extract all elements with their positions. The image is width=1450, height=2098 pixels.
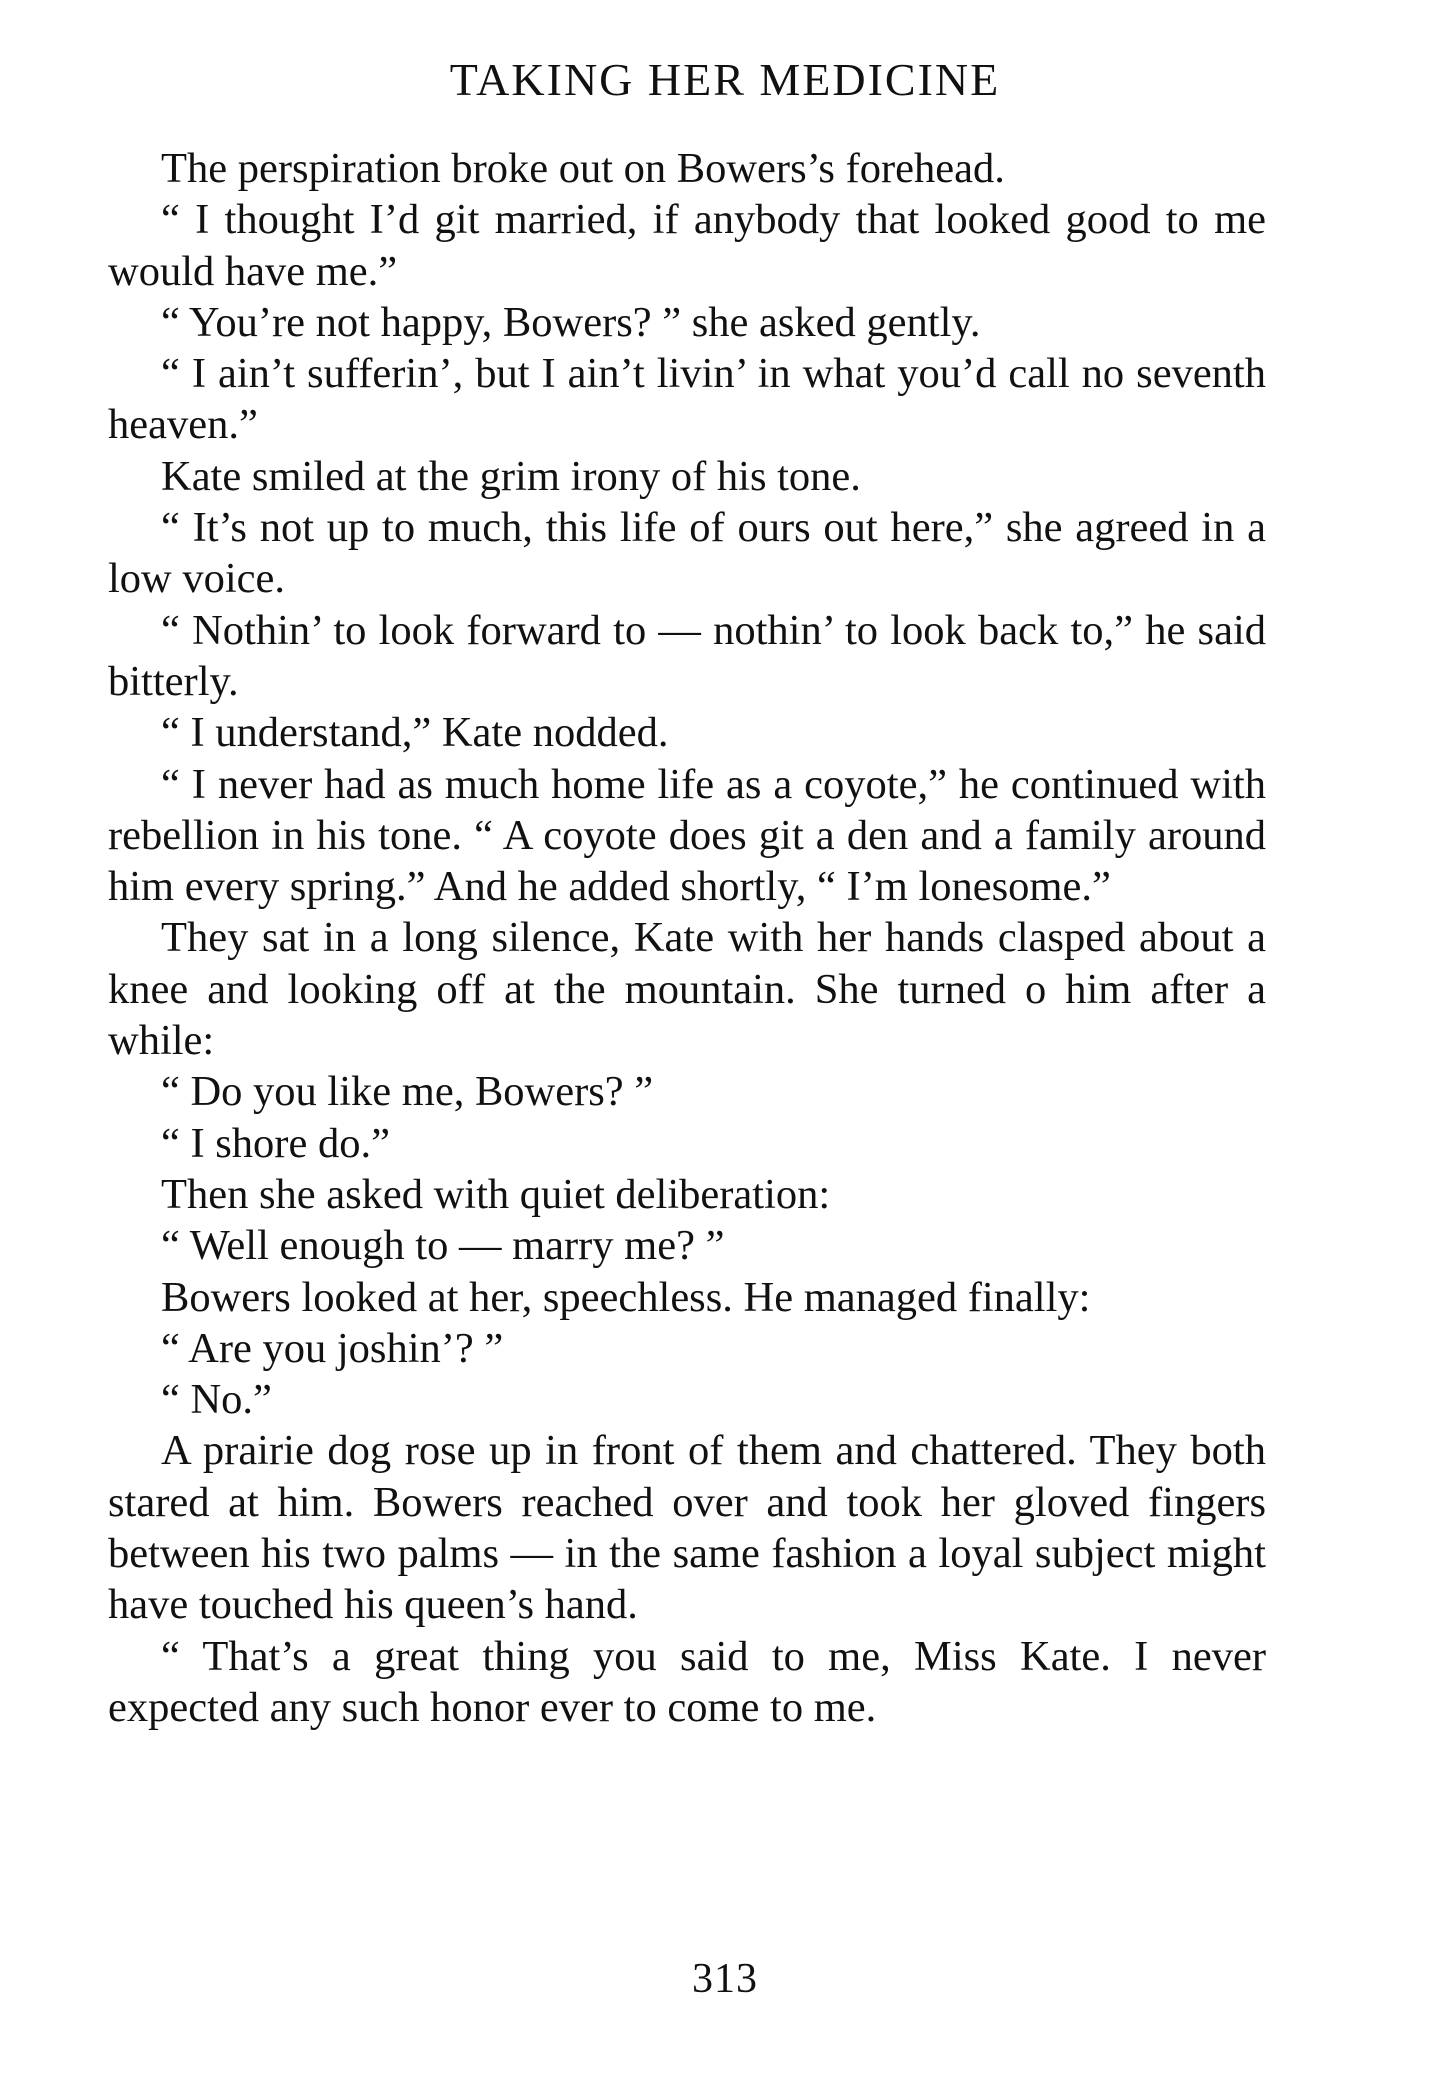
paragraph: Kate smiled at the grim irony of his tone. — [161, 452, 861, 500]
paragraph: The perspiration broke out on Bowers’s forehead. — [161, 145, 1005, 192]
paragraph: “ You’re not happy, Bowers? ” she asked gently. — [161, 298, 981, 346]
paragraph: Bowers looked at her, speechless. He managed finally: — [161, 1273, 1091, 1321]
paragraph: “ It’s not up to much, this life of ours out here,” she agreed in a low voice. — [108, 504, 1266, 603]
body-text — [108, 143, 1266, 1733]
paragraph: A prairie dog rose up in front of them and chattered. They both stared at him. Bowers reached over and took her gloved fingers between his two palms — in the same fashion a loyal subject might have touched his queen’s hand. — [108, 1427, 1266, 1629]
paragraph: “ Are you joshin’? ” — [161, 1324, 504, 1372]
paragraph: “ I never had as much home life as a coyote,” he continued with rebellion in his tone. “ A coyote does git a den and a family around him every spring.” And he added shortly, “ I’m lonesome.” — [108, 760, 1266, 911]
paragraph: Then she asked with quiet deliberation: — [161, 1170, 831, 1218]
paragraph: “ Do you like me, Bowers? ” — [161, 1068, 654, 1116]
paragraph: “ Well enough to — marry me? ” — [161, 1222, 725, 1270]
paragraph: They sat in a long silence, Kate with her hands clasped about a knee and looking off at the mountain. She turned o him after a while: — [108, 914, 1266, 1065]
page-number: 313 — [692, 1956, 758, 2002]
paragraph: “ I understand,” Kate nodded. — [161, 709, 669, 757]
paragraph: “ That’s a great thing you said to me, Miss Kate. I never expected any such honor ever to come to me. — [108, 1632, 1266, 1731]
paragraph: “ I shore do.” — [161, 1119, 390, 1167]
paragraph: “ No.” — [161, 1376, 272, 1424]
running-head: TAKING HER MEDICINE — [449, 54, 1001, 105]
paragraph: “ I thought I’d git married, if anybody that looked good to me would have me.” — [108, 196, 1266, 295]
paragraph: “ Nothin’ to look forward to — nothin’ to look back to,” he said bitterly. — [108, 606, 1266, 705]
paragraph: “ I ain’t sufferin’, but I ain’t livin’ in what you’d call no seventh heaven.” — [108, 350, 1266, 449]
